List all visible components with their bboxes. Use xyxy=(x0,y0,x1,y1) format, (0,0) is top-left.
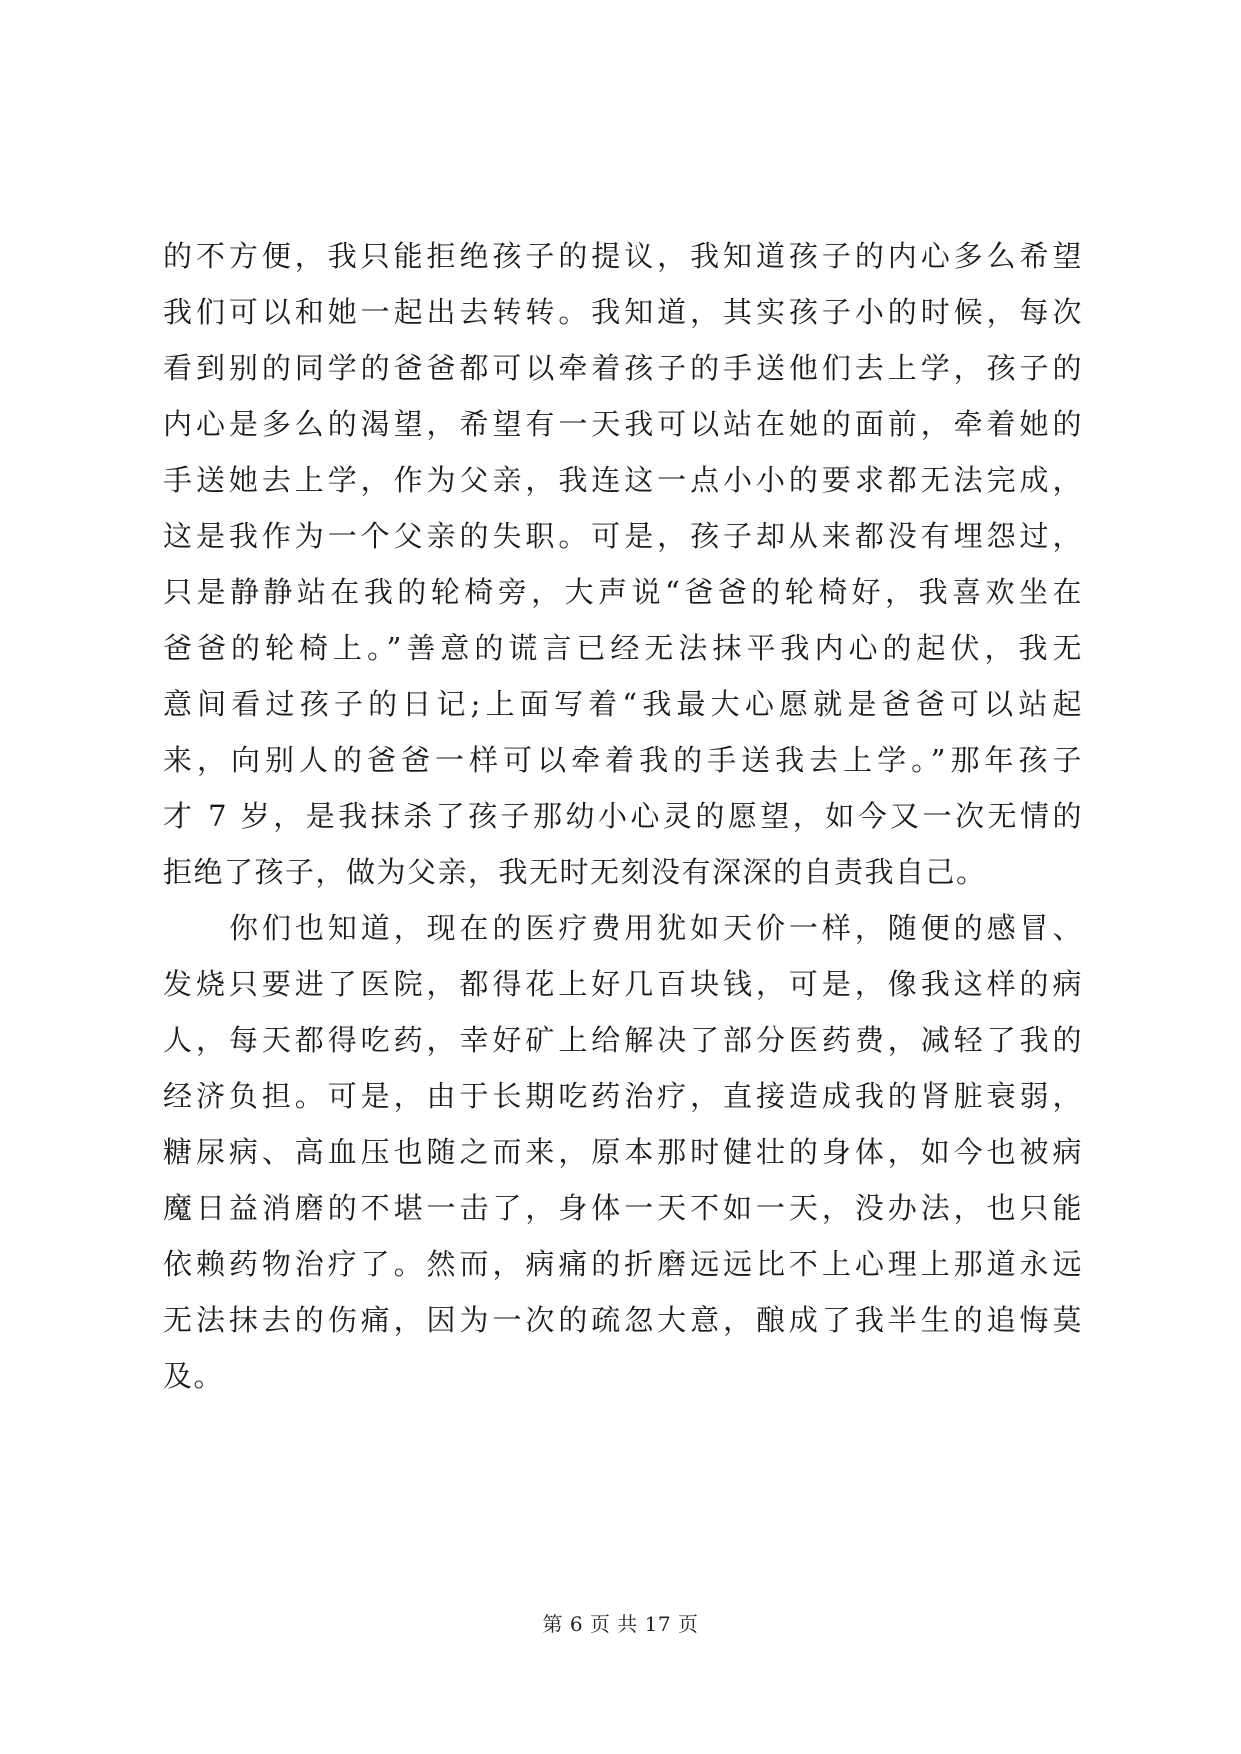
text-line: 发烧只要进了医院，都得花上好几百块钱，可是，像我这样的病 xyxy=(163,967,1083,1001)
text-line: 的不方便，我只能拒绝孩子的提议，我知道孩子的内心多么希望 xyxy=(163,239,1083,273)
page-number-label: 第 6 页 共 17 页 xyxy=(542,1612,699,1636)
text-line: 无法抹去的伤痛，因为一次的疏忽大意，酿成了我半生的追悔莫 xyxy=(163,1303,1083,1337)
page-footer xyxy=(0,1608,1241,1637)
text-line: 内心是多么的渴望，希望有一天我可以站在她的面前，牵着她的 xyxy=(163,407,1083,441)
text-line: 人，每天都得吃药，幸好矿上给解决了部分医药费，减轻了我的 xyxy=(163,1023,1083,1057)
text-line: 依赖药物治疗了。然而，病痛的折磨远远比不上心理上那道永远 xyxy=(163,1247,1083,1281)
paragraph-1 xyxy=(163,228,1083,900)
text-line: 爸爸的轮椅上。”善意的谎言已经无法抹平我内心的起伏，我无 xyxy=(163,631,1083,665)
text-line: 魔日益消磨的不堪一击了，身体一天不如一天，没办法，也只能 xyxy=(163,1191,1083,1225)
text-line: 才 7 岁，是我抹杀了孩子那幼小心灵的愿望，如今又一次无情的 xyxy=(163,799,1083,833)
text-line: 拒绝了孩子，做为父亲，我无时无刻没有深深的自责我自己。 xyxy=(163,855,987,889)
text-line: 只是静静站在我的轮椅旁，大声说“爸爸的轮椅好，我喜欢坐在 xyxy=(163,575,1083,609)
body-text xyxy=(163,228,1083,1404)
text-line: 来，向别人的爸爸一样可以牵着我的手送我去上学。”那年孩子 xyxy=(163,743,1083,777)
paragraph-2 xyxy=(163,900,1083,1404)
text-line: 糖尿病、高血压也随之而来，原本那时健壮的身体，如今也被病 xyxy=(163,1135,1083,1169)
text-line: 及。 xyxy=(163,1359,225,1393)
text-line: 意间看过孩子的日记;上面写着“我最大心愿就是爸爸可以站起 xyxy=(163,687,1083,721)
text-line: 我们可以和她一起出去转转。我知道，其实孩子小的时候，每次 xyxy=(163,295,1083,329)
text-line: 你们也知道，现在的医疗费用犹如天价一样，随便的感冒、 xyxy=(229,911,1083,945)
text-line: 经济负担。可是，由于长期吃药治疗，直接造成我的肾脏衰弱， xyxy=(163,1079,1083,1113)
text-line: 手送她去上学，作为父亲，我连这一点小小的要求都无法完成， xyxy=(163,463,1083,497)
text-line: 看到别的同学的爸爸都可以牵着孩子的手送他们去上学，孩子的 xyxy=(163,351,1083,385)
text-line: 这是我作为一个父亲的失职。可是，孩子却从来都没有埋怨过， xyxy=(163,519,1083,553)
